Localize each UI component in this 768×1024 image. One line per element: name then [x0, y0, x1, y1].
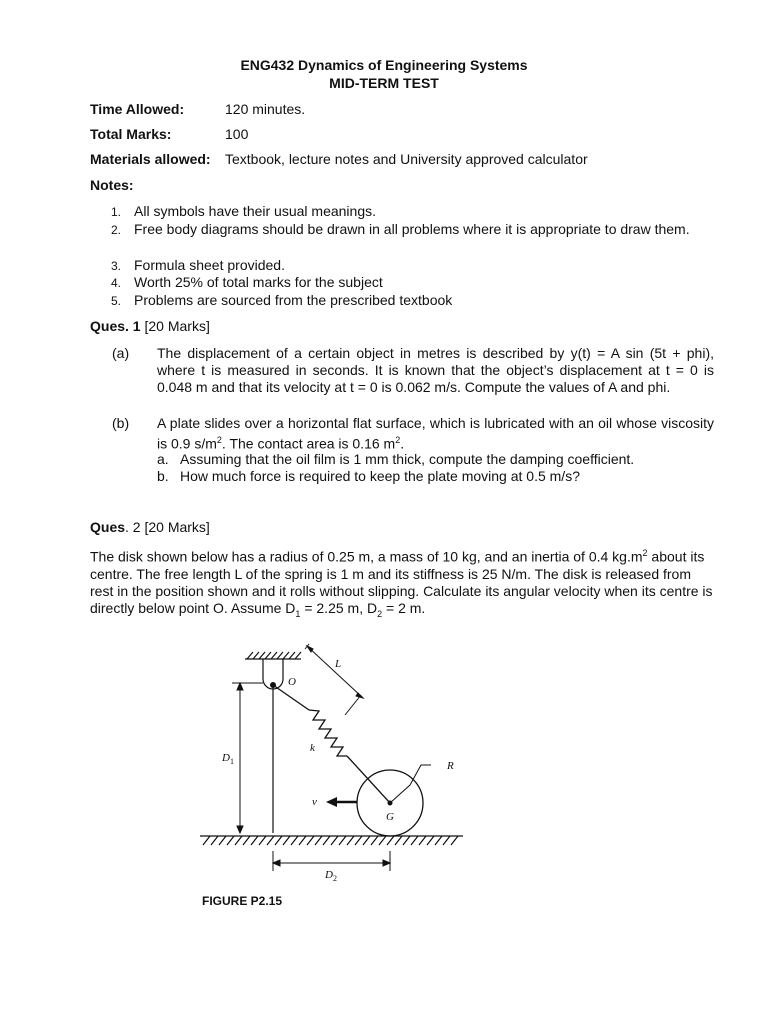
d2-dimension: [273, 851, 390, 871]
note-item: Problems are sourced from the prescribed textbook: [134, 292, 453, 308]
note-item: Formula sheet provided.: [134, 257, 285, 273]
q1-b-sub-a-tag: a.: [157, 451, 169, 467]
time-label: Time Allowed:: [90, 101, 185, 117]
d1-dimension: [232, 683, 263, 833]
marks-label: Total Marks:: [90, 126, 172, 142]
length-dimension-l: [305, 644, 363, 715]
q1-part-b-tag: (b): [112, 415, 130, 431]
q2-text-1: The disk shown below has a radius of 0.25 m, a mass of 10 kg, and an inertia of 0.4 kg.m: [90, 548, 643, 565]
question-1-heading: [90, 318, 210, 334]
question-2-marks: . 2 [20 Marks]: [125, 519, 210, 535]
notes-label: Notes:: [90, 177, 134, 193]
q1-b-sub-a-text: Assuming that the oil film is 1 mm thick, compute the damping coefficient.: [180, 451, 635, 467]
time-value: 120 minutes.: [225, 101, 306, 117]
label-k: k: [310, 742, 315, 754]
note-item: Free body diagrams should be drawn in all problems where it is appropriate to draw them.: [134, 221, 690, 237]
question-1-label: Ques. 1: [90, 318, 141, 334]
q1-b-text-3: .: [400, 435, 405, 452]
q2-text: [90, 545, 714, 622]
label-g: G: [386, 811, 394, 823]
superscript: 2: [216, 435, 222, 445]
superscript: 2: [642, 548, 648, 558]
superscript: 2: [395, 435, 401, 445]
note-item: All symbols have their usual meanings.: [134, 203, 377, 219]
label-d1: $D_1$: [222, 752, 234, 766]
q1-part-a-tag: (a): [112, 345, 130, 361]
note-number: 2.: [111, 223, 122, 237]
materials-value: Textbook, lecture notes and University approved calculator: [225, 151, 588, 167]
disk-spring-figure: [195, 635, 485, 895]
q1-b-text-2: . The contact area is 0.16 m: [221, 435, 396, 452]
q1-part-b-text: [157, 415, 714, 453]
materials-label: Materials allowed:: [90, 151, 211, 167]
velocity-arrow: [326, 797, 357, 807]
course-title: ENG432 Dynamics of Engineering Systems: [240, 57, 528, 73]
q2-text-2: about its centre. The free length L of the spring is 1 m and its stiffness is 25 N/m. The disk is released from rest in the position shown and it rolls without slipping. Calculate its angular velocity when its centre is directly below point O. Assume D: [90, 548, 713, 616]
q2-text-4: = 2 m.: [382, 599, 426, 616]
q1-b-sub-b-tag: b.: [157, 468, 169, 484]
label-v: v: [312, 796, 317, 808]
note-item: Worth 25% of total marks for the subject: [134, 274, 383, 290]
label-r: R: [447, 760, 454, 772]
label-d2: $D_2$: [325, 869, 337, 883]
test-title: MID-TERM TEST: [329, 75, 439, 91]
label-l: L: [335, 658, 342, 670]
marks-value: 100: [225, 126, 249, 142]
q1-b-sub-b-text: How much force is required to keep the plate moving at 0.5 m/s?: [180, 468, 580, 484]
label-o: O: [288, 676, 296, 688]
spring: [273, 685, 390, 803]
note-number: 4.: [111, 276, 122, 290]
question-2-label: Ques: [90, 519, 126, 535]
subscript: 1: [295, 608, 301, 619]
q1-part-a-text: The displacement of a certain object in metres is described by y(t) = A sin (5t + phi), where t is measured in seconds. It is known that the object’s displacement at t = 0 is 0.048 m and that its velocity at t = 0 is 0.062 m/s. Compute the values of A and phi.: [157, 345, 714, 395]
q2-text-3: = 2.25 m, D: [300, 599, 378, 616]
question-2-heading: [90, 519, 210, 535]
ground: [200, 836, 463, 845]
note-number: 1.: [111, 205, 122, 219]
q1-b-text-1: A plate slides over a horizontal flat surface, which is lubricated with an oil whose viscosity is 0.9 s/m: [157, 415, 714, 452]
question-1-marks: [20 Marks]: [144, 318, 210, 334]
subscript: 2: [377, 608, 383, 619]
figure-caption: FIGURE P2.15: [202, 894, 283, 908]
note-number: 5.: [111, 294, 122, 308]
note-number: 3.: [111, 259, 122, 273]
